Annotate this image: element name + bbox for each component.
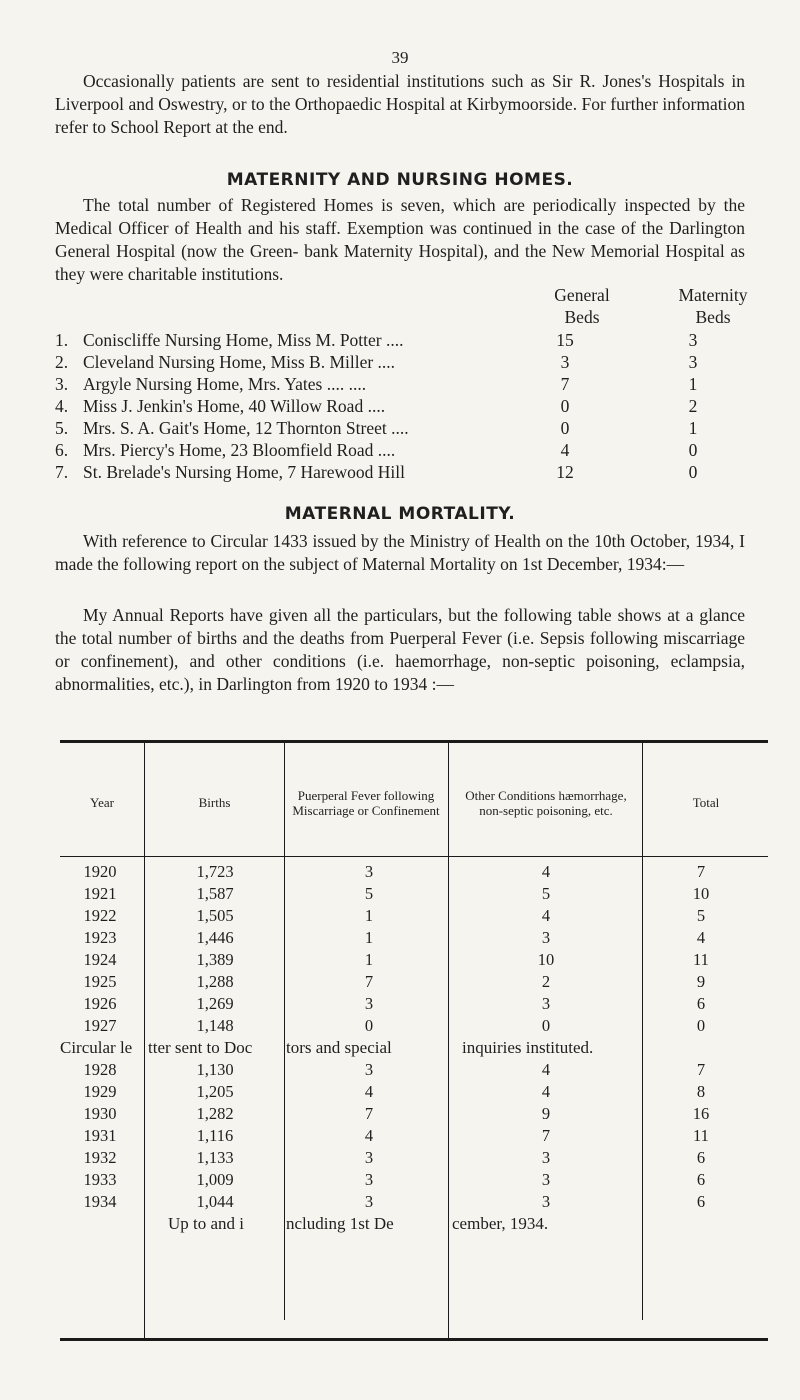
- home-name: Mrs. Piercy's Home, 23 Bloomfield Road ....: [83, 440, 396, 460]
- table-row: [60, 994, 768, 1016]
- homes-paragraph: The total number of Registered Homes is seven, which are periodically inspected by the Medical Officer of Health and his staff. Exemption was continued in the case of the Darlington General Hospital (now the Green- bank Maternity Hospital), and the New Memorial Hospital as they were charitable institutions.: [55, 195, 745, 284]
- note-date-part2: ncluding 1st De: [286, 1214, 394, 1233]
- home-general-beds: 0: [560, 418, 570, 438]
- cell-other: 3: [541, 1192, 551, 1211]
- header-rule: [60, 856, 768, 857]
- home-number: 6.: [55, 440, 69, 460]
- cell-puerperal: 3: [364, 862, 374, 881]
- cell-year: 1926: [83, 994, 117, 1013]
- table-row: [60, 1104, 768, 1126]
- cell-year: 1921: [83, 884, 117, 903]
- cell-total: 6: [696, 994, 706, 1013]
- maternity-beds-header: [652, 284, 774, 328]
- home-number: 3.: [55, 374, 69, 394]
- cell-births: 1,148: [196, 1016, 234, 1035]
- cell-other: 4: [541, 862, 551, 881]
- cell-other: 4: [541, 906, 551, 925]
- circular-paragraph: With reference to Circular 1433 issued by the Ministry of Health on the 10th October, 1934, I made the following report on the subject of Maternal Mortality on 1st December, 1934:—: [55, 531, 745, 574]
- home-general-beds: 7: [560, 374, 570, 394]
- cell-total: 11: [693, 1126, 709, 1145]
- table-row: [60, 1170, 768, 1192]
- cell-year: 1922: [83, 906, 117, 925]
- table-row: [60, 906, 768, 928]
- cell-births: 1,446: [196, 928, 234, 947]
- cell-total: 6: [696, 1192, 706, 1211]
- cell-births: 1,505: [196, 906, 234, 925]
- note-date-part3: cember, 1934.: [452, 1214, 549, 1233]
- cell-births: 1,288: [196, 972, 234, 991]
- home-number: 2.: [55, 352, 69, 372]
- cell-other: 3: [541, 928, 551, 947]
- cell-other: 2: [541, 972, 551, 991]
- note-circular-part3: tors and special: [286, 1038, 392, 1057]
- home-number: 5.: [55, 418, 69, 438]
- cell-births: 1,723: [196, 862, 234, 881]
- table-row: [60, 1082, 768, 1104]
- cell-year: 1933: [83, 1170, 117, 1189]
- cell-puerperal: 3: [364, 1148, 374, 1167]
- table-row: [60, 1126, 768, 1148]
- home-row: [55, 418, 745, 440]
- cell-puerperal: 4: [364, 1082, 374, 1101]
- cell-births: 1,587: [196, 884, 234, 903]
- table-row: [60, 928, 768, 950]
- cell-year: 1929: [83, 1082, 117, 1101]
- circular-note-row: [60, 1038, 768, 1060]
- cell-other: 10: [537, 950, 555, 969]
- cell-puerperal: 4: [364, 1126, 374, 1145]
- reports-paragraph: My Annual Reports have given all the particulars, but the following table shows at a glance the total number of births and the deaths from Puerperal Fever (i.e. Sepsis following miscarriage or confinement), and other conditions (i.e. haemorrhage, non-septic poisoning, eclampsia, abnormalities, etc.), in Darlington from 1920 to 1934 :—: [55, 605, 745, 694]
- cell-year: 1920: [83, 862, 117, 881]
- cell-puerperal: 3: [364, 1170, 374, 1189]
- home-number: 7.: [55, 462, 69, 482]
- home-number: 4.: [55, 396, 69, 416]
- home-maternity-beds: 2: [688, 396, 698, 416]
- cell-total: 10: [692, 884, 710, 903]
- cell-other: 3: [541, 1148, 551, 1167]
- note-circular-part2: tter sent to Doc: [148, 1038, 253, 1057]
- cell-year: 1928: [83, 1060, 117, 1079]
- home-maternity-beds: 1: [688, 418, 698, 438]
- cell-year: 1932: [83, 1148, 117, 1167]
- cell-other: 7: [541, 1126, 551, 1145]
- maternity-header-sub: Beds: [695, 307, 731, 327]
- home-general-beds: 3: [560, 352, 570, 372]
- cell-other: 5: [541, 884, 551, 903]
- table-row: [60, 1148, 768, 1170]
- cell-year: 1925: [83, 972, 117, 991]
- cell-total: 6: [696, 1148, 706, 1167]
- maternity-homes-heading: MATERNITY AND NURSING HOMES.: [226, 170, 574, 190]
- general-header-sub: Beds: [564, 307, 600, 327]
- home-row: [55, 462, 745, 484]
- home-name: Cleveland Nursing Home, Miss B. Miller ....: [83, 352, 396, 372]
- home-number: 1.: [55, 330, 69, 350]
- table-row: [60, 884, 768, 906]
- note-date-part1: Up to and i: [168, 1214, 245, 1233]
- table-row: [60, 950, 768, 972]
- header-other-conditions: Other Conditions hæmorrhage, non-septic poisoning, etc.: [465, 787, 627, 818]
- cell-puerperal: 0: [364, 1016, 374, 1035]
- intro-paragraph: Occasionally patients are sent to residential institutions such as Sir R. Jones's Hospitals in Liverpool and Oswestry, or to the Orthopaedic Hospital at Kirbymoorside. For further information refer to School Report at the end.: [55, 71, 745, 137]
- cell-other: 3: [541, 1170, 551, 1189]
- cell-births: 1,205: [196, 1082, 234, 1101]
- cell-year: 1931: [83, 1126, 117, 1145]
- cell-total: 0: [696, 1016, 706, 1035]
- cell-births: 1,269: [196, 994, 234, 1013]
- cell-births: 1,282: [196, 1104, 234, 1123]
- home-name: Mrs. S. A. Gait's Home, 12 Thornton Street ....: [83, 418, 409, 438]
- home-name: St. Brelade's Nursing Home, 7 Harewood Hill: [83, 462, 405, 482]
- home-name: Miss J. Jenkin's Home, 40 Willow Road ....: [83, 396, 386, 416]
- cell-year: 1930: [83, 1104, 117, 1123]
- home-row: [55, 330, 745, 352]
- cell-births: 1,116: [196, 1126, 234, 1145]
- maternity-header-label: Maternity: [678, 285, 748, 305]
- date-note-row: [60, 1214, 768, 1236]
- cell-other: 4: [541, 1060, 551, 1079]
- home-name: Coniscliffe Nursing Home, Miss M. Potter ....: [83, 330, 404, 350]
- cell-total: 6: [696, 1170, 706, 1189]
- home-maternity-beds: 3: [688, 330, 698, 350]
- table-row: [60, 1016, 768, 1038]
- table-top-rule: [60, 740, 768, 743]
- page-number: 39: [391, 48, 409, 67]
- cell-births: 1,130: [196, 1060, 234, 1079]
- home-maternity-beds: 3: [688, 352, 698, 372]
- cell-total: 9: [696, 972, 706, 991]
- home-row: [55, 440, 745, 462]
- home-general-beds: 12: [556, 462, 574, 482]
- cell-puerperal: 5: [364, 884, 374, 903]
- cell-other: 4: [541, 1082, 551, 1101]
- cell-total: 4: [696, 928, 706, 947]
- cell-puerperal: 3: [364, 1192, 374, 1211]
- header-total: Total: [692, 795, 720, 810]
- home-maternity-beds: 0: [688, 462, 698, 482]
- cell-births: 1,133: [196, 1148, 234, 1167]
- table-bottom-rule: [60, 1338, 768, 1341]
- general-header-label: General: [554, 285, 610, 305]
- cell-births: 1,009: [196, 1170, 234, 1189]
- cell-other: 3: [541, 994, 551, 1013]
- cell-puerperal: 1: [364, 950, 374, 969]
- cell-births: 1,044: [196, 1192, 234, 1211]
- cell-births: 1,389: [196, 950, 234, 969]
- cell-puerperal: 7: [364, 972, 374, 991]
- cell-year: 1923: [83, 928, 117, 947]
- cell-other: 9: [541, 1104, 551, 1123]
- table-row: [60, 972, 768, 994]
- home-name: Argyle Nursing Home, Mrs. Yates .... ....: [83, 374, 367, 394]
- home-general-beds: 4: [560, 440, 570, 460]
- cell-total: 11: [693, 950, 709, 969]
- mortality-table: [60, 740, 768, 1400]
- table-row: [60, 1192, 768, 1214]
- note-circular-part4: inquiries instituted.: [462, 1038, 594, 1057]
- cell-puerperal: 7: [364, 1104, 374, 1123]
- home-maternity-beds: 0: [688, 440, 698, 460]
- cell-puerperal: 1: [364, 906, 374, 925]
- cell-year: 1934: [83, 1192, 117, 1211]
- cell-total: 16: [692, 1104, 710, 1123]
- table-row: [60, 1060, 768, 1082]
- header-births: Births: [198, 795, 231, 810]
- cell-puerperal: 3: [364, 1060, 374, 1079]
- home-row: [55, 374, 745, 396]
- home-row: [55, 396, 745, 418]
- header-year: Year: [90, 795, 114, 810]
- cell-puerperal: 3: [364, 994, 374, 1013]
- general-beds-header: [522, 284, 642, 328]
- cell-total: 7: [696, 1060, 706, 1079]
- table-row: [60, 862, 768, 884]
- home-general-beds: 0: [560, 396, 570, 416]
- cell-puerperal: 1: [364, 928, 374, 947]
- home-general-beds: 15: [556, 330, 574, 350]
- note-circular-part1: Circular le: [60, 1038, 133, 1057]
- home-row: [55, 352, 745, 374]
- home-maternity-beds: 1: [688, 374, 698, 394]
- maternal-mortality-heading: MATERNAL MORTALITY.: [284, 504, 516, 524]
- cell-other: 0: [541, 1016, 551, 1035]
- header-puerperal-fever: Puerperal Fever following Miscarriage or Confinement: [292, 787, 440, 818]
- cell-total: 8: [696, 1082, 706, 1101]
- cell-total: 7: [696, 862, 706, 881]
- cell-year: 1924: [83, 950, 117, 969]
- cell-year: 1927: [83, 1016, 117, 1035]
- cell-total: 5: [696, 906, 706, 925]
